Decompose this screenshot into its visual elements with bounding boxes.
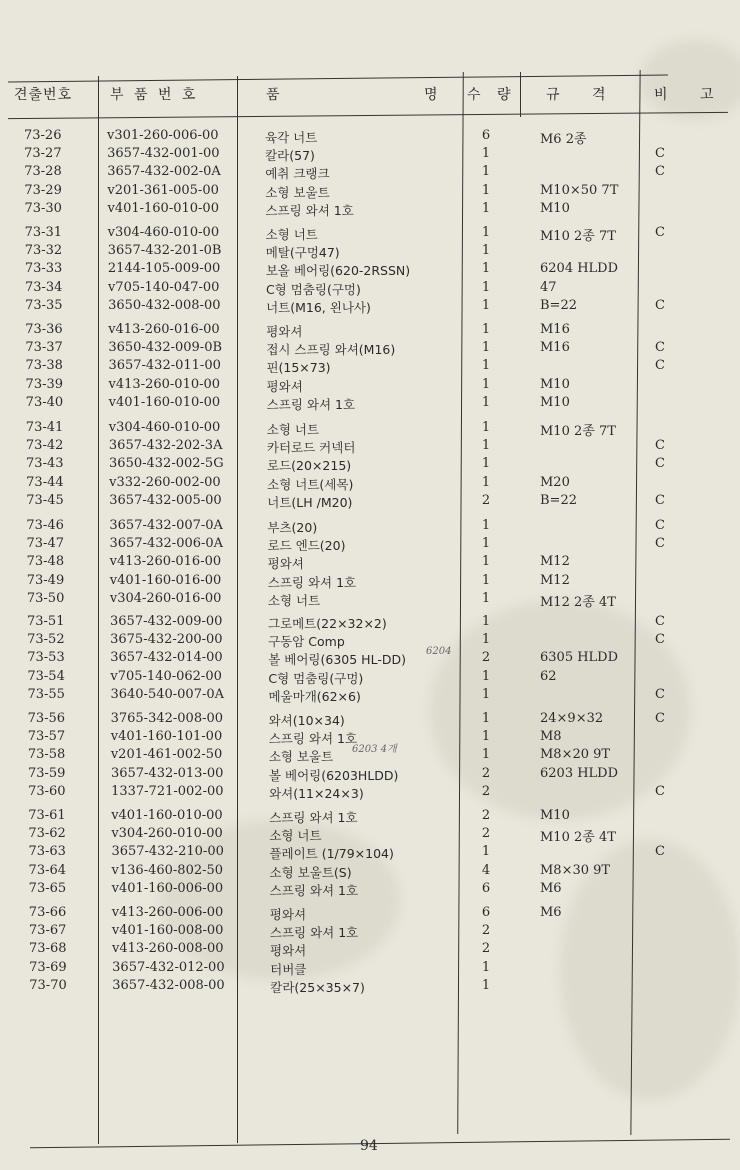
cell-part: 3657-432-008-00 [112, 977, 225, 993]
cell-no: 73-44 [26, 474, 64, 490]
cell-spec: 6203 HLDD [540, 765, 619, 781]
cell-note: C [655, 358, 665, 374]
cell-spec: M12 [540, 572, 570, 588]
cell-no: 73-40 [25, 394, 64, 410]
table-row [0, 863, 740, 881]
cell-name: 스프링 와셔 1호 [268, 731, 358, 747]
cell-spec: M8×20 9T [540, 747, 611, 763]
cell-name: 터버클 [270, 961, 307, 977]
cell-no: 73-34 [24, 279, 63, 295]
cell-name: 너트(M16, 왼나사) [266, 299, 371, 315]
table-row [0, 554, 740, 572]
cell-part: 3650-432-009-0B [108, 340, 223, 356]
cell-note: C [655, 340, 665, 356]
cell-qty: 1 [481, 977, 491, 993]
cell-part: v401-160-010-00 [107, 200, 219, 216]
cell-no: 73-57 [27, 729, 66, 745]
cell-part: 2144-105-009-00 [107, 261, 221, 277]
cell-no: 73-32 [24, 243, 63, 259]
cell-qty: 1 [481, 536, 491, 552]
cell-part: v401-160-101-00 [110, 729, 223, 745]
table-row [0, 826, 740, 844]
table-row [0, 687, 740, 705]
cell-part: 3657-432-007-0A [109, 518, 223, 533]
cell-no: 73-31 [24, 225, 63, 240]
cell-no: 73-49 [26, 572, 65, 588]
handwritten-note: 6203 4개 [352, 744, 397, 755]
cell-name: 소형 보울트 [268, 749, 334, 765]
cell-name: 스프링 와셔 1호 [265, 202, 354, 218]
cell-name: 소형 보울트(S) [269, 864, 352, 880]
cell-part: v401-160-016-00 [109, 572, 222, 588]
cell-no: 73-52 [27, 632, 65, 648]
cell-spec: M10 [540, 376, 570, 392]
cell-name: 평와셔 [267, 556, 304, 572]
cell-no: 73-43 [26, 456, 64, 472]
table-row [0, 340, 740, 358]
cell-part: 3657-432-001-00 [107, 146, 220, 162]
table-row [0, 711, 740, 729]
cell-part: 3657-432-002-0A [107, 164, 221, 180]
cell-qty: 1 [481, 711, 491, 726]
cell-no: 73-54 [27, 668, 65, 684]
cell-name: 평와셔 [266, 324, 303, 339]
cell-note: C [655, 492, 665, 508]
cell-part: v705-140-062-00 [110, 668, 222, 684]
cell-name: 소형 너트(세목) [267, 476, 354, 492]
cell-qty: 1 [481, 322, 491, 337]
cell-qty: 1 [481, 590, 491, 606]
cell-no: 73-36 [25, 322, 63, 337]
cell-no: 73-56 [27, 711, 66, 726]
cell-no: 73-63 [28, 844, 66, 860]
cell-qty: 1 [481, 279, 491, 295]
cell-name: 로드(20×215) [267, 458, 352, 474]
cell-qty: 1 [481, 420, 491, 435]
cell-name: 소형 너트 [265, 227, 318, 242]
cell-name: 칼라(25×35×7) [270, 979, 365, 995]
cell-note: C [655, 632, 665, 648]
cell-part: 3657-432-005-00 [109, 492, 222, 508]
cell-no: 73-41 [25, 420, 64, 435]
cell-part: v413-260-008-00 [112, 941, 224, 957]
cell-name: 메탈(구멍47) [265, 245, 340, 261]
cell-no: 73-69 [29, 959, 67, 975]
cell-part: v201-461-002-50 [110, 747, 223, 763]
cell-part: v201-361-005-00 [107, 182, 219, 198]
cell-name: 스프링 와셔 1호 [269, 882, 359, 898]
table-bottom-rule [30, 1139, 730, 1149]
table-row [0, 536, 740, 554]
cell-name: 구동암 Comp [268, 634, 345, 650]
cell-name: 볼 베어링(6203HLDD) [268, 767, 399, 783]
cell-qty: 2 [481, 941, 491, 957]
table-row [0, 905, 740, 923]
cell-qty: 1 [481, 729, 491, 745]
table-row [0, 960, 740, 978]
cell-part: 3765-342-008-00 [110, 711, 224, 726]
cell-qty: 2 [481, 808, 491, 823]
cell-part: v401-160-008-00 [111, 923, 224, 939]
cell-name: 소형 너트 [267, 592, 321, 608]
cell-part: 3657-432-012-00 [112, 959, 225, 975]
cell-spec: M16 [540, 340, 570, 356]
cell-no: 73-62 [28, 826, 66, 842]
cell-note: C [655, 146, 665, 162]
cell-part: v413-260-006-00 [111, 905, 224, 920]
cell-spec: M10 [540, 200, 570, 216]
cell-name: C형 멈춤링(구멍) [265, 281, 361, 297]
table-row [0, 573, 740, 591]
cell-no: 73-64 [28, 862, 67, 878]
cell-qty: 1 [481, 614, 491, 629]
cell-part: 1337-721-002-00 [111, 783, 224, 799]
cell-name: 로드 엔드(20) [267, 538, 346, 554]
cell-qty: 1 [481, 438, 491, 454]
table-row [0, 614, 740, 632]
table-row [0, 225, 740, 243]
cell-spec: B=22 [540, 297, 577, 313]
cell-note: C [655, 438, 665, 454]
cell-name: 스프링 와셔 1호 [267, 574, 357, 590]
cell-name: 평와셔 [270, 943, 307, 959]
cell-part: 3657-432-013-00 [110, 765, 224, 781]
header-note-a: 비 [654, 87, 669, 103]
table-row [0, 377, 740, 395]
handwritten-note: 6204 [426, 646, 452, 657]
cell-note: C [655, 686, 665, 702]
table-row [0, 395, 740, 413]
cell-note: C [655, 536, 665, 552]
cell-no: 73-61 [28, 808, 66, 823]
cell-part: 3657-432-014-00 [110, 650, 223, 666]
table-row [0, 128, 740, 146]
cell-note: C [655, 844, 665, 860]
cell-qty: 2 [481, 826, 491, 842]
cell-name: 그로메트(22×32×2) [268, 616, 387, 631]
cell-part: v413-260-010-00 [108, 376, 221, 392]
cell-no: 73-68 [29, 941, 67, 957]
cell-no: 73-39 [25, 376, 64, 392]
cell-part: 3657-432-202-3A [108, 438, 223, 454]
cell-part: 3640-540-007-0A [110, 686, 225, 702]
cell-qty: 1 [481, 686, 491, 702]
cell-spec: M6 [540, 905, 562, 920]
header-qty-b: 량 [497, 87, 512, 103]
cell-part: v401-160-010-00 [111, 808, 223, 823]
cell-qty: 1 [481, 554, 491, 570]
cell-spec: M10 2종 7T [540, 229, 616, 244]
table-row [0, 475, 740, 493]
table-row [0, 844, 740, 862]
cell-spec: M6 [540, 880, 562, 896]
cell-spec: M10×50 7T [540, 182, 619, 198]
cell-name: 칼라(57) [265, 148, 315, 164]
cell-spec: 6305 HLDD [540, 650, 619, 666]
header-item-no: 견출번호 [14, 87, 73, 103]
cell-name: 보올 베어링(620-2RSSN) [265, 263, 411, 279]
header-qty-a: 수 [467, 87, 482, 103]
cell-name: 와셔(11×24×3) [269, 785, 364, 801]
cell-qty: 4 [481, 862, 491, 878]
header-spec-a: 규 [546, 87, 561, 103]
cell-spec: M8 [540, 729, 562, 745]
cell-spec: M8×30 9T [540, 862, 611, 878]
table-row [0, 420, 740, 438]
table-row [0, 243, 740, 261]
cell-spec: M16 [540, 322, 570, 337]
table-top-rule [8, 75, 668, 83]
cell-name: 접시 스프링 와셔(M16) [266, 342, 396, 358]
cell-spec: M10 [540, 808, 570, 823]
cell-note: C [655, 456, 665, 472]
cell-qty: 1 [481, 261, 491, 277]
cell-qty: 1 [481, 182, 491, 198]
cell-name: 카터로드 커넥터 [266, 440, 356, 456]
table-row [0, 201, 740, 219]
cell-no: 73-45 [26, 492, 64, 508]
cell-no: 73-60 [28, 783, 66, 799]
cell-part: v413-260-016-00 [109, 554, 222, 570]
cell-no: 73-51 [27, 614, 65, 629]
cell-qty: 1 [481, 456, 491, 472]
cell-part: 3657-432-011-00 [108, 358, 221, 374]
cell-no: 73-59 [27, 765, 66, 781]
cell-spec: M10 2종 7T [540, 424, 616, 439]
header-part-no: 부 품 번 호 [110, 87, 199, 103]
cell-spec: 62 [540, 668, 557, 684]
cell-qty: 2 [481, 492, 491, 508]
cell-no: 73-67 [28, 923, 67, 939]
cell-name: 소형 너트 [266, 422, 320, 437]
cell-name: 핀(15×73) [266, 360, 331, 376]
cell-note: C [655, 614, 665, 629]
table-row [0, 358, 740, 376]
cell-qty: 2 [481, 783, 491, 799]
cell-no: 73-42 [25, 438, 64, 454]
cell-qty: 1 [481, 200, 491, 216]
cell-qty: 1 [481, 376, 491, 392]
cell-part: 3675-432-200-00 [110, 632, 223, 648]
cell-qty: 1 [481, 632, 491, 648]
cell-qty: 1 [481, 358, 491, 374]
cell-no: 73-30 [24, 200, 62, 216]
cell-no: 73-55 [27, 686, 65, 702]
cell-no: 73-48 [26, 554, 65, 570]
cell-name: 스프링 와셔 1호 [269, 810, 358, 825]
cell-no: 73-27 [24, 146, 62, 162]
cell-no: 73-37 [25, 340, 63, 356]
cell-qty: 2 [481, 650, 491, 666]
cell-part: 3657-432-201-0B [107, 243, 222, 259]
cell-spec: 6204 HLDD [540, 261, 619, 277]
cell-spec: M6 2종 [540, 132, 587, 147]
cell-qty: 2 [481, 923, 491, 939]
table-row [0, 456, 740, 474]
table-row [0, 808, 740, 826]
cell-name: 볼 베어링(6305 HL-DD) [268, 652, 406, 668]
cell-name: 소형 보울트 [265, 184, 330, 200]
cell-qty: 1 [481, 394, 491, 410]
cell-part: v304-460-010-00 [107, 225, 220, 240]
header-part-name-b: 명 [424, 87, 439, 103]
cell-no: 73-66 [28, 905, 67, 920]
table-row [0, 669, 740, 687]
cell-part: 3657-432-210-00 [111, 844, 224, 860]
cell-qty: 1 [481, 340, 491, 356]
cell-name: 너트(LH /M20) [267, 494, 353, 510]
cell-qty: 1 [481, 959, 491, 975]
header-note-b: 고 [700, 87, 715, 103]
cell-no: 73-50 [26, 590, 65, 606]
table-row [0, 438, 740, 456]
cell-part: v705-140-047-00 [107, 279, 220, 295]
cell-name: 평와셔 [266, 378, 303, 394]
table-row [0, 322, 740, 340]
cell-note: C [655, 297, 665, 313]
cell-part: v304-260-016-00 [109, 590, 222, 606]
cell-part: 3657-432-006-0A [109, 536, 224, 552]
cell-qty: 6 [481, 880, 491, 896]
cell-spec: 47 [540, 279, 557, 295]
table-row [0, 280, 740, 298]
table-row [0, 146, 740, 164]
cell-part: v304-260-010-00 [111, 826, 223, 842]
cell-note: C [655, 225, 665, 240]
cell-spec: 24×9×32 [540, 711, 604, 726]
cell-spec: B=22 [540, 492, 577, 508]
cell-no: 73-58 [27, 747, 66, 763]
cell-name: 메울마개(62×6) [268, 688, 361, 704]
cell-no: 73-47 [26, 536, 64, 552]
cell-qty: 1 [481, 225, 491, 240]
page-number: 94 [360, 1138, 378, 1154]
cell-note: C [655, 783, 665, 799]
table-row [0, 650, 740, 668]
cell-note: C [655, 711, 665, 726]
cell-qty: 1 [481, 518, 491, 533]
cell-part: v301-260-006-00 [107, 128, 219, 143]
cell-spec: M20 [540, 474, 570, 490]
cell-name: 예취 크랭크 [265, 166, 330, 182]
cell-no: 73-53 [27, 650, 65, 666]
cell-no: 73-26 [24, 128, 62, 143]
cell-spec: M10 2종 4T [540, 830, 616, 846]
cell-name: 소형 너트 [269, 828, 322, 844]
table-row [0, 978, 740, 996]
table-row [0, 881, 740, 899]
cell-name: 스프링 와셔 1호 [269, 925, 359, 941]
table-row [0, 183, 740, 201]
cell-part: v401-160-010-00 [108, 394, 221, 410]
header-bottom-rule [8, 112, 728, 120]
cell-spec: M12 [540, 554, 570, 570]
cell-name: 플레이트 (1/79×104) [269, 846, 394, 862]
cell-no: 73-38 [25, 358, 63, 374]
table-row [0, 784, 740, 802]
cell-qty: 1 [481, 474, 491, 490]
cell-no: 73-33 [24, 261, 63, 277]
cell-spec: M12 2종 4T [540, 594, 616, 610]
cell-qty: 6 [481, 128, 491, 143]
cell-note: C [655, 164, 665, 180]
cell-name: C형 멈춤링(구멍) [268, 670, 364, 686]
cell-part: 3650-432-002-5G [109, 456, 224, 472]
cell-qty: 6 [481, 905, 491, 920]
cell-no: 73-35 [25, 297, 63, 313]
cell-note: C [655, 518, 665, 533]
table-row [0, 261, 740, 279]
cell-no: 73-65 [28, 880, 67, 896]
cell-qty: 1 [481, 164, 491, 180]
cell-qty: 1 [481, 668, 491, 684]
cell-qty: 1 [481, 572, 491, 588]
cell-qty: 1 [481, 747, 491, 763]
cell-part: 3657-432-009-00 [110, 614, 223, 629]
cell-qty: 1 [481, 243, 491, 259]
cell-name: 스프링 와셔 1호 [266, 396, 356, 412]
cell-no: 73-70 [29, 977, 67, 993]
cell-part: v413-260-016-00 [108, 322, 220, 337]
table-row [0, 493, 740, 511]
cell-part: v136-460-802-50 [111, 862, 224, 878]
cell-part: 3650-432-008-00 [108, 297, 221, 313]
table-row [0, 941, 740, 959]
cell-no: 73-46 [26, 518, 64, 533]
table-row [0, 518, 740, 536]
col-divider-4 [520, 72, 521, 117]
table-row [0, 591, 740, 609]
cell-part: v304-460-010-00 [108, 420, 221, 435]
cell-name: 평와셔 [269, 907, 307, 922]
table-row [0, 298, 740, 316]
cell-no: 73-28 [24, 164, 62, 180]
cell-name: 와셔(10×34) [268, 713, 345, 728]
cell-spec: M10 [540, 394, 570, 410]
cell-no: 73-29 [24, 182, 62, 198]
table-row [0, 766, 740, 784]
cell-qty: 2 [481, 765, 491, 781]
table-row [0, 923, 740, 941]
table-row [0, 164, 740, 182]
cell-qty: 1 [481, 297, 491, 313]
cell-part: v401-160-006-00 [111, 880, 224, 896]
header-part-name-a: 품 [266, 87, 281, 103]
table-row [0, 632, 740, 650]
cell-qty: 1 [481, 146, 491, 162]
header-spec-b: 격 [592, 87, 607, 103]
cell-name: 부츠(20) [267, 520, 318, 535]
cell-qty: 1 [481, 844, 491, 860]
cell-name: 육각 너트 [265, 130, 318, 145]
cell-part: v332-260-002-00 [109, 474, 221, 490]
